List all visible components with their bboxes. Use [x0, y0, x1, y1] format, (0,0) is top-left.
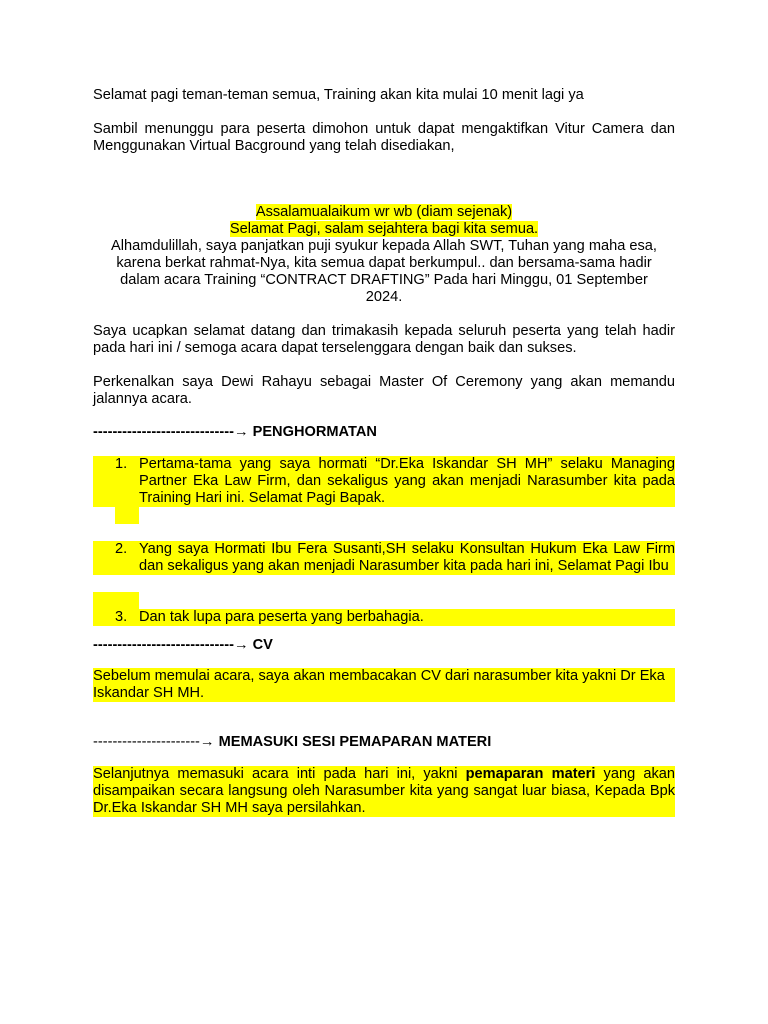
list-item-text: Yang saya Hormati Ibu Fera Susanti,SH selaku Konsultan Hukum Eka Law Firm dan sekaligus yang akan menjadi Narasumber kita pada hari ini, Selamat Pagi Ibu: [139, 541, 675, 574]
cv-paragraph: Sebelum memulai acara, saya akan membacakan CV dari narasumber kita yakni Dr Eka Iskandar SH MH.: [93, 668, 675, 702]
closing-text-b: yang akan disampaikan secara langsung oleh Narasumber kita yang sangat luar biasa, Kepada Bpk Dr.Eka Iskandar SH MH saya persilahkan.: [93, 766, 675, 816]
section-heading-materi: [93, 734, 675, 751]
highlight-fragment: [115, 507, 139, 524]
section-title: PENGHORMATAN: [248, 424, 377, 440]
dash-line: -----------------------------: [93, 637, 234, 653]
arrow-icon: →: [233, 637, 249, 653]
intro-paragraph: Alhamdulillah, saya panjatkan puji syukur kepada Allah SWT, Tuhan yang maha esa, karena berkat rahmat-Nya, kita semua dapat berkumpul.. dan bersama-sama hadir dalam acara Training “CONTRACT DRAFTING” Pada hari Minggu, 01 September 2024.: [111, 238, 657, 305]
closing-bold: pemaparan materi: [465, 766, 596, 782]
list-item: [93, 609, 675, 626]
list-number: 1.: [115, 456, 128, 472]
section-heading-penghormatan: [93, 424, 675, 441]
closing-text-a: Selanjutnya memasuki acara inti pada hari ini, yakni: [93, 766, 466, 782]
arrow-icon: →: [233, 424, 249, 440]
greeting-block: [93, 204, 675, 306]
mc-introduction: Perkenalkan saya Dewi Rahayu sebagai Master Of Ceremony yang akan memandu jalannya acara.: [93, 374, 675, 407]
list-item: [93, 541, 675, 575]
arrow-icon: →: [199, 734, 215, 750]
greeting-salam: Assalamualaikum wr wb (diam sejenak): [255, 204, 513, 220]
section-title: MEMASUKI SESI PEMAPARAN MATERI: [214, 734, 492, 750]
welcome-paragraph: Saya ucapkan selamat datang dan trimakasih kepada seluruh peserta yang telah hadir pada hari ini / semoga acara dapat terselenggara dengan baik dan sukses.: [93, 323, 675, 356]
dash-line: -----------------------------: [93, 424, 234, 440]
greeting-pagi: Selamat Pagi, salam sejahtera bagi kita semua.: [229, 221, 539, 237]
list-number: 3.: [115, 609, 128, 625]
list-item: [93, 456, 675, 507]
list-item-text: Pertama-tama yang saya hormati “Dr.Eka Iskandar SH MH” selaku Managing Partner Eka Law Firm, dan sekaligus yang akan menjadi Narasumber kita pada Training Hari ini. Selamat Pagi Bapak.: [139, 456, 675, 506]
closing-paragraph: [93, 766, 675, 817]
list-number: 2.: [115, 541, 128, 557]
list-item-text: Dan tak lupa para peserta yang berbahagia.: [139, 609, 424, 625]
highlight-fragment: [93, 592, 139, 609]
section-title: CV: [248, 637, 273, 653]
section-heading-cv: [93, 637, 675, 654]
dash-line: ----------------------: [93, 734, 200, 750]
opening-line: Selamat pagi teman-teman semua, Training akan kita mulai 10 menit lagi ya: [93, 87, 584, 103]
camera-instruction: Sambil menunggu para peserta dimohon untuk dapat mengaktifkan Vitur Camera dan Menggunakan Virtual Bacground yang telah disediakan,: [93, 121, 675, 154]
